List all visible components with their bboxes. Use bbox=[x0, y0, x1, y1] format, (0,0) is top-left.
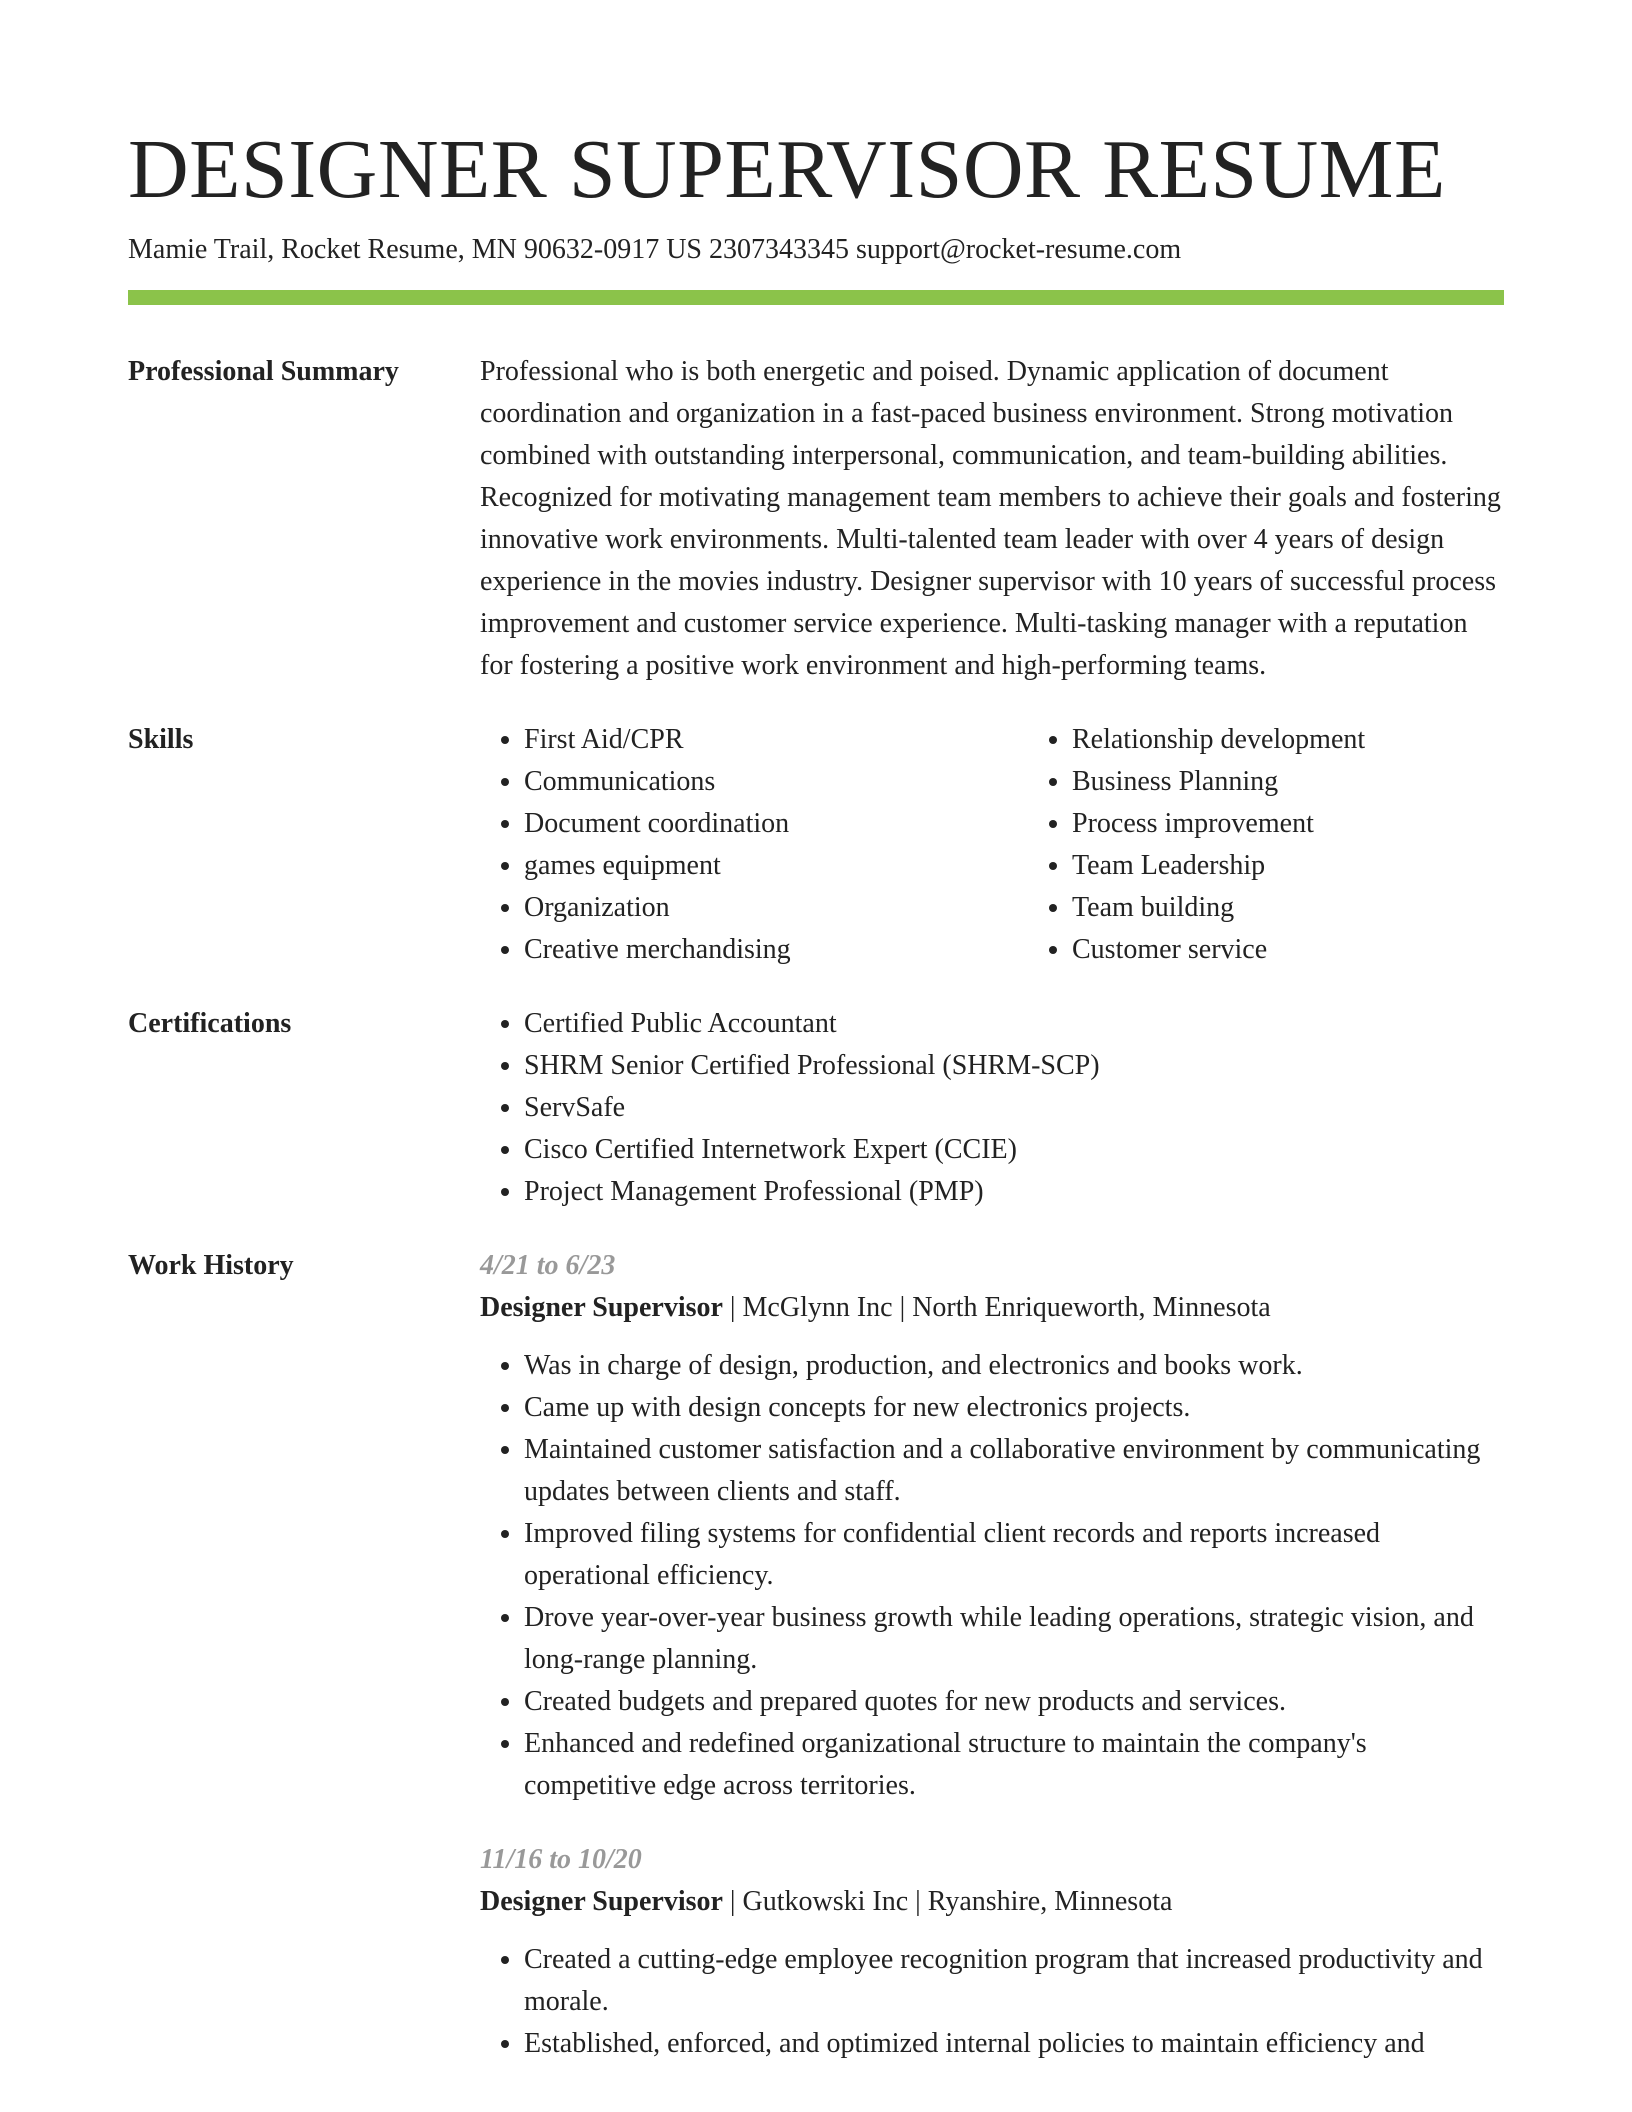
certification-item: • SHRM Senior Certified Professional (SHRM-SCP) bbox=[524, 1045, 1504, 1087]
job-bullet: • Established, enforced, and optimized internal policies to maintain efficiency and bbox=[524, 2023, 1504, 2065]
job-dates: 11/16 to 10/20 bbox=[480, 1844, 642, 1875]
professional-summary-body bbox=[480, 351, 1504, 687]
skill-item: • Creative merchandising bbox=[524, 929, 1028, 971]
certifications-body bbox=[480, 1003, 1504, 1213]
job-details: | McGlynn Inc | North Enriqueworth, Minnesota bbox=[722, 1292, 1271, 1323]
accent-rule bbox=[128, 290, 1504, 305]
job-bullet: • Was in charge of design, production, and electronics and books work. bbox=[524, 1345, 1504, 1387]
skill-item: • First Aid/CPR bbox=[524, 719, 1028, 761]
job-bullet: • Maintained customer satisfaction and a collaborative environment by communicating updates between clients and staff. bbox=[524, 1429, 1504, 1513]
job-bullet-list bbox=[480, 1345, 1504, 1807]
contact-line: Mamie Trail, Rocket Resume, MN 90632-0917 US 2307343345 support@rocket-resume.com bbox=[128, 234, 1182, 265]
job-bullet-list bbox=[480, 1939, 1504, 2065]
certifications-section bbox=[128, 1003, 1504, 1213]
work-history-body bbox=[480, 1245, 1504, 2065]
job-title: Designer Supervisor bbox=[480, 1886, 723, 1917]
skill-item: • Customer service bbox=[1072, 929, 1576, 971]
skill-item: • Document coordination bbox=[524, 803, 1028, 845]
job-heading bbox=[480, 1881, 1504, 1923]
job-bullet: • Created a cutting-edge employee recognition program that increased productivity and morale. bbox=[524, 1939, 1504, 2023]
professional-summary-text: Professional who is both energetic and poised. Dynamic application of document coordination and organization in a fast-paced business environment. Strong motivation combined with outstanding interpersonal, communication, and team-building abilities. Recognized for motivating management team members to achieve their goals and fostering innovative work environments. Multi-talented team leader with over 4 years of design experience in the movies industry. Designer supervisor with 10 years of successful process improvement and customer service experience. Multi-tasking manager with a reputation for fostering a positive work environment and high-performing teams. bbox=[480, 356, 1501, 681]
job-details: | Gutkowski Inc | Ryanshire, Minnesota bbox=[722, 1886, 1173, 1917]
job-title: Designer Supervisor bbox=[480, 1292, 723, 1323]
job-entry bbox=[480, 1245, 1504, 1807]
section-label-work-history: Work History bbox=[128, 1250, 294, 1281]
section-label-certifications: Certifications bbox=[128, 1008, 292, 1039]
job-entry bbox=[480, 1839, 1504, 2065]
resume-page bbox=[128, 120, 1504, 2065]
job-bullet: • Enhanced and redefined organizational structure to maintain the company's competitive edge across territories. bbox=[524, 1723, 1504, 1807]
work-history-section bbox=[128, 1245, 1504, 2065]
skill-item: • Business Planning bbox=[1072, 761, 1576, 803]
certifications-list bbox=[480, 1003, 1504, 1213]
job-bullet: • Created budgets and prepared quotes for new products and services. bbox=[524, 1681, 1504, 1723]
skills-list-right bbox=[1028, 719, 1576, 971]
skills-columns bbox=[480, 719, 1576, 971]
job-heading bbox=[480, 1287, 1504, 1329]
job-bullet: • Drove year-over-year business growth while leading operations, strategic vision, and long-range planning. bbox=[524, 1597, 1504, 1681]
skill-item: • Team Leadership bbox=[1072, 845, 1576, 887]
certification-item: • Cisco Certified Internetwork Expert (CCIE) bbox=[524, 1129, 1504, 1171]
resume-title: DESIGNER SUPERVISOR RESUME bbox=[128, 123, 1446, 216]
skill-item: • Organization bbox=[524, 887, 1028, 929]
skill-item: • Relationship development bbox=[1072, 719, 1576, 761]
section-label-skills: Skills bbox=[128, 724, 194, 755]
job-bullet: • Came up with design concepts for new electronics projects. bbox=[524, 1387, 1504, 1429]
job-bullet: • Improved filing systems for confidential client records and reports increased operational efficiency. bbox=[524, 1513, 1504, 1597]
certification-item: • Project Management Professional (PMP) bbox=[524, 1171, 1504, 1213]
certification-item: • ServSafe bbox=[524, 1087, 1504, 1129]
certification-item: • Certified Public Accountant bbox=[524, 1003, 1504, 1045]
skill-item: • Team building bbox=[1072, 887, 1576, 929]
professional-summary-section bbox=[128, 351, 1504, 687]
skill-item: • Process improvement bbox=[1072, 803, 1576, 845]
skills-list-left bbox=[480, 719, 1028, 971]
job-dates: 4/21 to 6/23 bbox=[480, 1250, 616, 1281]
skills-section bbox=[128, 719, 1504, 971]
skill-item: • games equipment bbox=[524, 845, 1028, 887]
section-label-professional-summary: Professional Summary bbox=[128, 356, 399, 387]
skill-item: • Communications bbox=[524, 761, 1028, 803]
